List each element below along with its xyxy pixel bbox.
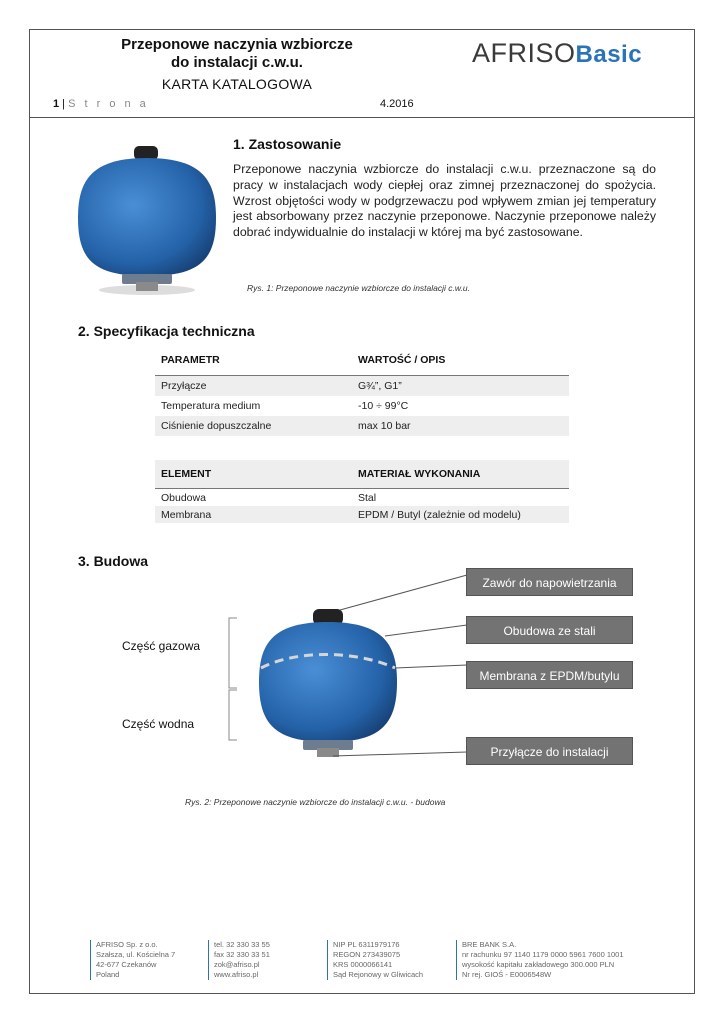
table-row [155, 489, 569, 507]
logo-afriso: AFRISO [472, 38, 576, 68]
footer-line: REGON 273439075 [333, 950, 401, 959]
footer-line: KRS 0000066141 [333, 960, 393, 969]
figure2-caption: Rys. 2: Przeponowe naczynie wzbiorcze do instalacji c.w.u. - budowa [185, 797, 446, 807]
document-date: 4.2016 [380, 98, 414, 110]
footer-line: Poland [96, 970, 120, 979]
footer-line: Nr rej. GIOŚ - E0006548W [462, 970, 552, 979]
table-cell: Temperatura medium [161, 400, 261, 412]
table-cell: max 10 bar [352, 416, 569, 436]
footer-company [90, 940, 175, 980]
logo-basic: Basic [575, 41, 643, 68]
table-row [155, 506, 569, 523]
table-header-row [155, 460, 569, 489]
title-line-2: do instalacji c.w.u. [171, 54, 303, 71]
section1-text: Przeponowe naczynia wzbiorcze do instalacji c.w.u. przeznaczone są do pracy w instalacjach wody ciepłej oraz zimnej przeznaczonej do spożycia. Wzrost objętości wody w podgrzewaczu pod wpływem zmian jej temperatury jest absorbowany przez naczynie przeponowe. Naczynie przeponowe należy dobrać indywidualnie do instalacji w której ma być zastosowane. [233, 162, 656, 240]
footer-line: BRE BANK S.A. [462, 940, 517, 949]
gas-part-bracket [229, 618, 237, 688]
table-cell: Membrana [155, 506, 352, 523]
footer-line: www.afriso.pl [214, 970, 259, 979]
table-header: MATERIAŁ WYKONANIA [352, 460, 569, 489]
table-header: ELEMENT [155, 460, 352, 489]
table-header: PARAMETR [161, 354, 220, 366]
section3-heading: 3. Budowa [78, 553, 149, 569]
footer-line: 42-677 Czekanów [96, 960, 157, 969]
page-word: S t r o n a [68, 98, 149, 110]
water-part-bracket [229, 690, 237, 740]
table-row [155, 376, 569, 397]
table-cell: G¾”, G1” [352, 376, 569, 397]
housing-label: Obudowa ze stali [466, 616, 633, 644]
section1-heading: 1. Zastosowanie [233, 136, 342, 152]
footer-line: tel. 32 330 33 55 [214, 940, 270, 949]
footer-line: AFRISO Sp. z o.o. [96, 940, 158, 949]
section2-heading: 2. Specyfikacja techniczna [78, 323, 255, 339]
page-number: 1 | S t r o n a [53, 98, 149, 110]
footer-line: zok@afriso.pl [214, 960, 260, 969]
table-cell: Ciśnienie dopuszczalne [155, 416, 352, 436]
footer-line: Sąd Rejonowy w Gliwicach [333, 970, 424, 979]
table-cell: -10 ÷ 99°C [358, 400, 409, 412]
table-row [155, 416, 569, 436]
gas-part-label: Część gazowa [122, 639, 201, 653]
vessel-valve-cap [134, 146, 158, 160]
table-header: WARTOŚĆ / OPIS [358, 354, 446, 366]
page-number-value: 1 [53, 98, 60, 110]
table-cell: EPDM / Butyl (zależnie od modelu) [352, 506, 569, 523]
title-line-1: Przeponowe naczynia wzbiorcze [121, 36, 353, 53]
water-part-label: Część wodna [122, 717, 195, 731]
footer-line: NIP PL 6311979176 [333, 940, 400, 949]
header-divider [29, 117, 695, 118]
footer-contact [208, 940, 270, 980]
table-cell: Przyłącze [155, 376, 352, 397]
footer-line: nr rachunku 97 1140 1179 0000 5961 7600 1001 [462, 950, 624, 959]
membrane-label: Membrana z EPDM/butylu [466, 661, 633, 689]
construction-diagram [215, 560, 475, 780]
table-cell: Stal [358, 491, 377, 504]
table-cell: Obudowa [161, 491, 206, 504]
afriso-logo [472, 38, 642, 69]
footer-line: fax 32 330 33 51 [214, 950, 270, 959]
table-header-row [155, 345, 569, 376]
spec-table [155, 345, 569, 436]
footer-bank [456, 940, 624, 980]
document-title [62, 36, 412, 72]
vessel-photo [72, 142, 222, 296]
material-table [155, 460, 569, 523]
connection-label: Przyłącze do instalacji [466, 737, 633, 765]
figure1-caption: Rys. 1: Przeponowe naczynie wzbiorcze do instalacji c.w.u. [247, 283, 470, 293]
valve-label: Zawór do napowietrzania [466, 568, 633, 596]
footer-registry [327, 940, 423, 980]
footer-line: Szałsza, ul. Kościelna 7 [96, 950, 176, 959]
table-row [155, 396, 569, 416]
document-subtitle: KARTA KATALOGOWA [161, 76, 313, 92]
footer-line: wysokość kapitału zakładowego 300.000 PLN [462, 960, 615, 969]
